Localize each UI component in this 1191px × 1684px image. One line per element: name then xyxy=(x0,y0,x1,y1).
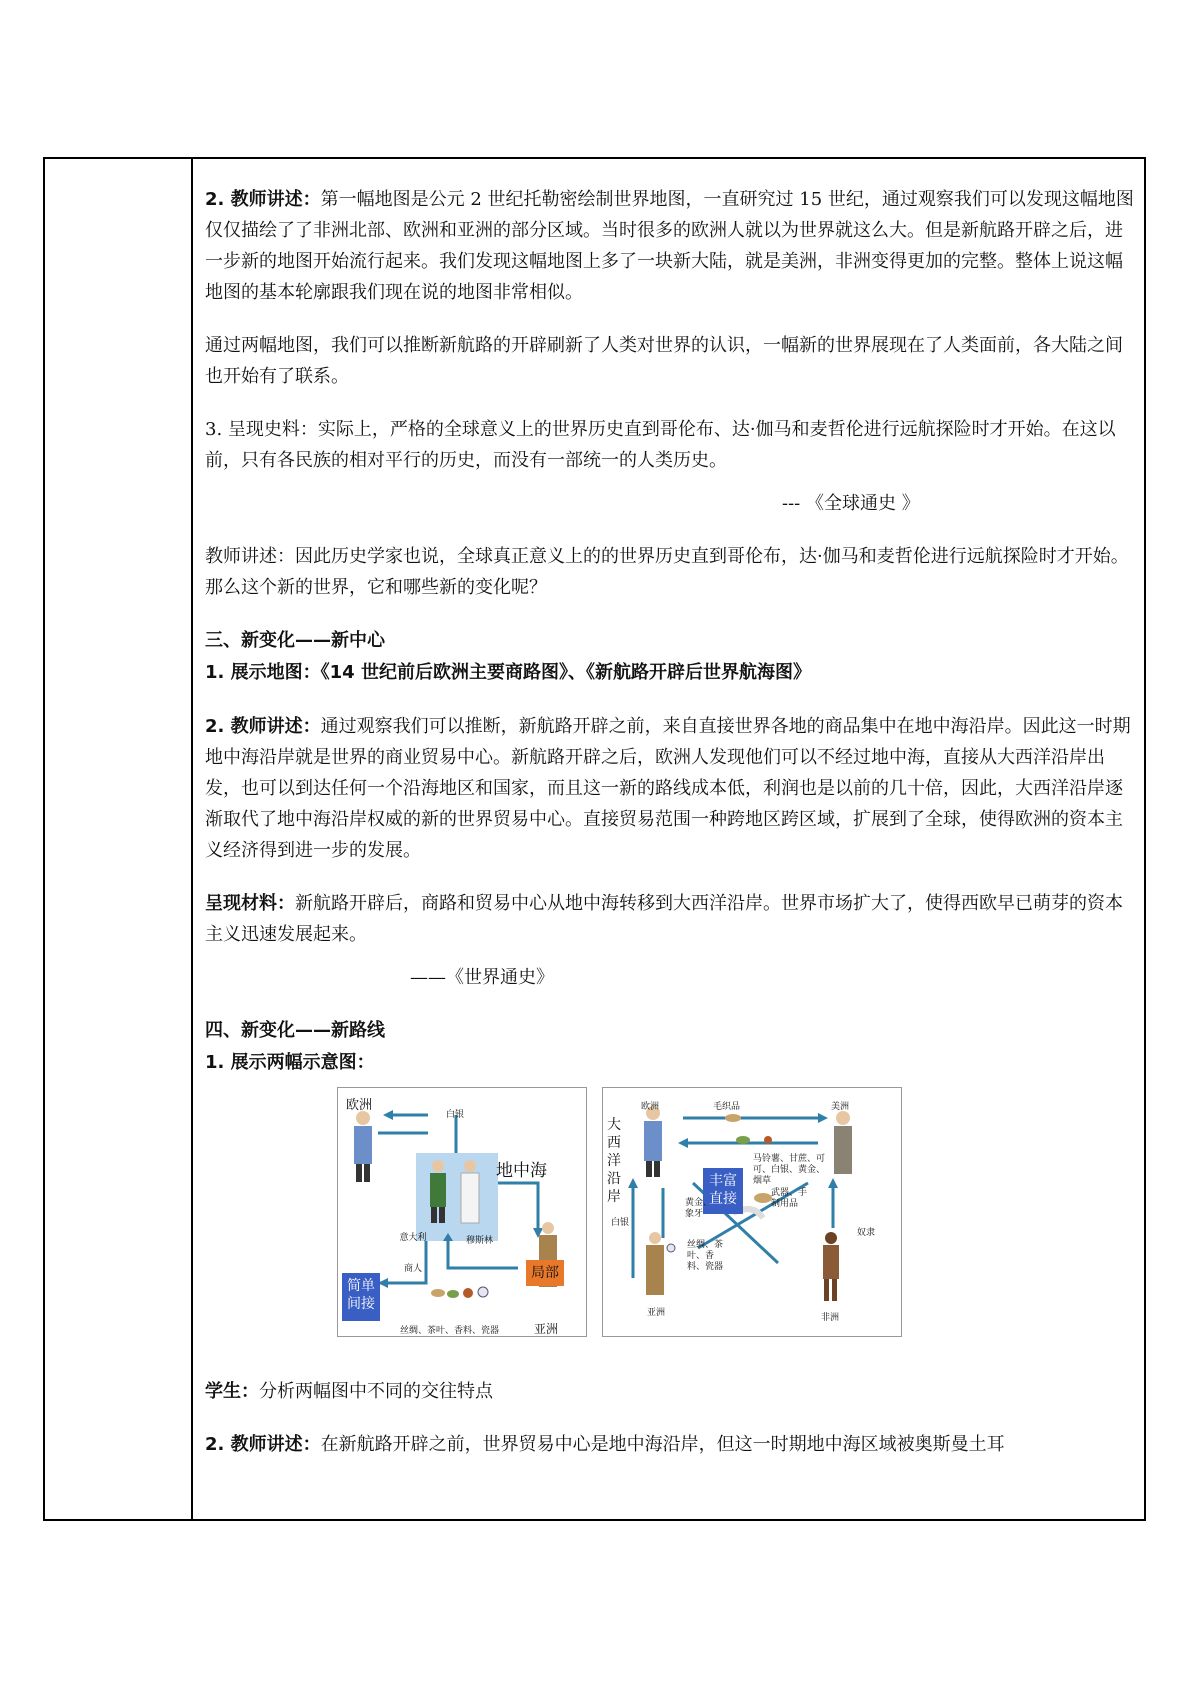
label-africa: 非洲 xyxy=(821,1313,840,1323)
label-asia-left: 亚洲 xyxy=(534,1322,559,1336)
label-silver: 白银 xyxy=(446,1110,465,1120)
source-shijie: ——《世界通史》 xyxy=(410,967,554,988)
lesson-content xyxy=(205,184,1140,1482)
subheading-maps: 1. 展示地图：《14 世纪前后欧洲主要商路图》、《新航路开辟后世界航海图》 xyxy=(205,662,811,683)
paragraph-student: 学生：分析两幅图中不同的交往特点 xyxy=(205,1381,493,1402)
label-slaves: 奴隶 xyxy=(857,1228,876,1238)
paragraph-teacher-3: 2. 教师讲述：在新航路开辟之前，世界贸易中心是地中海沿岸，但这一时期地中海区域被奥斯曼土耳 xyxy=(205,1434,1005,1455)
paragraph-teacher-1: 2. 教师讲述：第一幅地图是公元 2 世纪托勒密绘制世界地图，一直研究过 15 世纪，通过观察我们可以发现这幅地图仅仅描绘了了非洲北部、欧洲和亚洲的部分区域。当时很多的欧洲人就以为世界就这么大。但是新航路开辟之后，进一步新的地图开始流行起来。我们发现这幅地图上多了一块新大陆，就是美洲，非洲变得更加的完整。整体上说这幅地图的基本轮廓跟我们现在说的地图非常相似。 xyxy=(205,189,1134,303)
label-atlantic-coast: 大西洋沿岸 xyxy=(607,1117,621,1205)
label-goods-left: 丝绸、茶叶、香料、瓷器 xyxy=(400,1326,500,1336)
paragraph-teacher-2: 2. 教师讲述：通过观察我们可以推断，新航路开辟之前，来自直接世界各地的商品集中在地中海沿岸。因此这一时期地中海沿岸就是世界的商业贸易中心。新航路开辟之后，欧洲人发现他们可以不经过地中海，直接从大西洋沿岸出发，也可以到达任何一个沿海地区和国家，而且这一新的路线成本低，利润也是以前的几十倍，因此，大西洋沿岸逐渐取代了地中海沿岸权威的新的世界贸易中心。直接贸易范围一种跨地区跨区域，扩展到了全球，使得欧洲的资本主义经济得到进一步的发展。 xyxy=(205,716,1131,861)
source-quanqiu: --- 《全球通史 》 xyxy=(782,493,920,514)
label-wool: 毛织品 xyxy=(713,1102,741,1112)
table-column-divider xyxy=(191,157,193,1521)
label-asia-right: 亚洲 xyxy=(647,1308,666,1318)
box-local: 局部 xyxy=(526,1260,564,1286)
diagram-figure xyxy=(205,1087,1140,1352)
box-simple-indirect: 简单间接 xyxy=(342,1273,380,1321)
label-america: 美洲 xyxy=(831,1102,850,1112)
label-europe-right: 欧洲 xyxy=(641,1102,660,1112)
label-muslim: 穆斯林 xyxy=(466,1236,494,1246)
figure-asian-right xyxy=(646,1232,664,1295)
label-crops: 马铃薯、甘蔗、可可、白银、黄金、烟草 xyxy=(753,1154,826,1186)
subheading-diagrams: 1. 展示两幅示意图： xyxy=(205,1052,375,1073)
box-rich-direct: 丰富直接 xyxy=(703,1168,743,1214)
paragraph-2: 通过两幅地图，我们可以推断新航路的开辟刷新了人类对世界的认识，一幅新的世界展现在了人类面前，各大陆之间也开始有了联系。 xyxy=(205,335,1123,387)
paragraph-4: 教师讲述：因此历史学家也说，全球真正意义上的的世界历史直到哥伦布，达·伽马和麦哲伦进行远航探险时才开始。那么这个新的世界，它和哪些新的变化呢？ xyxy=(205,546,1129,598)
heading-new-routes: 四、新变化——新路线 xyxy=(205,1020,385,1041)
label-mediterranean: 地中海 xyxy=(496,1161,547,1181)
label-goods-right: 丝绸、茶叶、香料、瓷器 xyxy=(687,1240,724,1272)
figure-african xyxy=(823,1232,839,1301)
figure-european xyxy=(354,1111,372,1182)
diagram-before xyxy=(337,1087,587,1337)
label-silver-right: 白银 xyxy=(611,1218,630,1228)
paragraph-3: 3. 呈现史料：实际上，严格的全球意义上的世界历史直到哥伦布、达·伽马和麦哲伦进行远航探险时才开始。在这以前，只有各民族的相对平行的历史，而没有一部统一的人类历史。 xyxy=(205,419,1116,471)
paragraph-material: 呈现材料：新航路开辟后，商路和贸易中心从地中海转移到大西洋沿岸。世界市场扩大了，使得西欧早已萌芽的资本主义迅速发展起来。 xyxy=(205,893,1123,945)
label-gold-ivory: 黄金、象牙 xyxy=(685,1198,713,1219)
goods-asia-left xyxy=(431,1287,488,1298)
label-italian-merchant: 意大利商人 xyxy=(399,1233,427,1274)
diagram-after xyxy=(602,1087,902,1337)
label-europe: 欧洲 xyxy=(346,1098,373,1113)
heading-new-center: 三、新变化——新中心 xyxy=(205,630,385,651)
label-weapons: 武器、手制用品 xyxy=(771,1188,808,1209)
